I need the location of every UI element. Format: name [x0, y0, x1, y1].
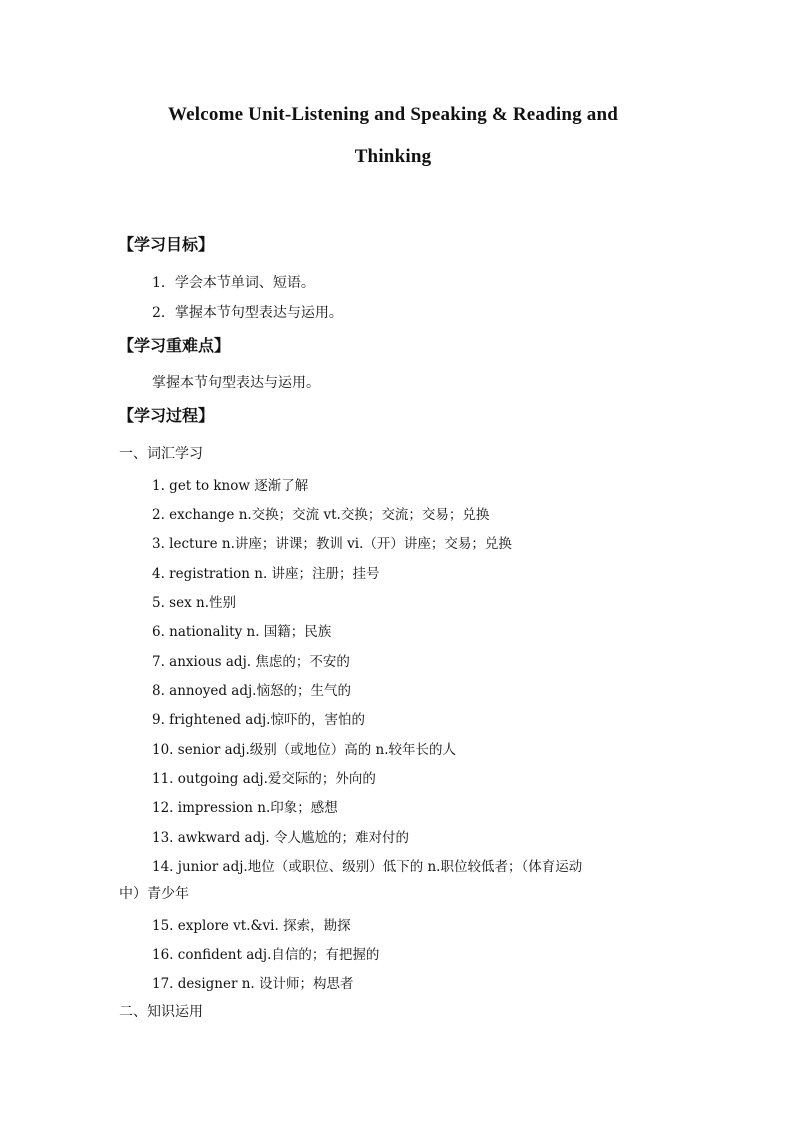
vocab-item: 3. lecture n.讲座；讲课；教训 vi.（开）讲座；交易；兑换	[152, 536, 512, 552]
vocab-item: 12. impression n.印象；感想	[152, 800, 338, 816]
vocab-item: 13. awkward adj. 令人尴尬的；难对付的	[152, 830, 409, 846]
vocab-item-continuation: 中）青少年	[119, 886, 189, 902]
vocab-item: 16. confident adj.自信的；有把握的	[152, 947, 380, 963]
vocab-item: 15. explore vt.&vi. 探索，勘探	[152, 918, 351, 934]
vocab-item: 4. registration n. 讲座；注册；挂号	[152, 566, 380, 582]
document-title-line-2: Thinking	[354, 146, 432, 167]
process-heading: 【学习过程】	[118, 406, 215, 425]
vocab-item: 1. get to know 逐渐了解	[152, 478, 309, 494]
vocab-item: 6. nationality n. 国籍；民族	[152, 624, 332, 640]
vocab-item: 9. frightened adj.惊吓的，害怕的	[152, 712, 365, 728]
objectives-heading: 【学习目标】	[118, 235, 215, 254]
objective-item: 1．学会本节单词、短语。	[152, 275, 315, 291]
keypoints-heading: 【学习重难点】	[118, 336, 231, 355]
objective-item: 2．掌握本节句型表达与运用。	[152, 305, 343, 321]
knowledge-section-heading: 二、知识运用	[119, 1004, 203, 1020]
vocabulary-section-heading: 一、词汇学习	[119, 446, 203, 462]
vocab-item: 17. designer n. 设计师；构思者	[152, 976, 354, 992]
keypoints-text: 掌握本节句型表达与运用。	[152, 375, 320, 391]
vocab-item: 7. anxious adj. 焦虑的；不安的	[152, 654, 350, 670]
vocab-item: 11. outgoing adj.爱交际的；外向的	[152, 771, 376, 787]
vocab-item: 10. senior adj.级别（或地位）高的 n.较年长的人	[152, 742, 457, 758]
vocab-item: 2. exchange n.交换；交流 vt.交换；交流；交易；兑换	[152, 507, 490, 523]
vocab-item: 14. junior adj.地位（或职位、级别）低下的 n.职位较低者；（体育运动	[152, 859, 583, 875]
vocab-item: 5. sex n.性别	[152, 595, 236, 611]
document-title-line-1: Welcome Unit-Listening and Speaking & Reading and	[167, 104, 619, 125]
vocab-item: 8. annoyed adj.恼怒的；生气的	[152, 683, 351, 699]
